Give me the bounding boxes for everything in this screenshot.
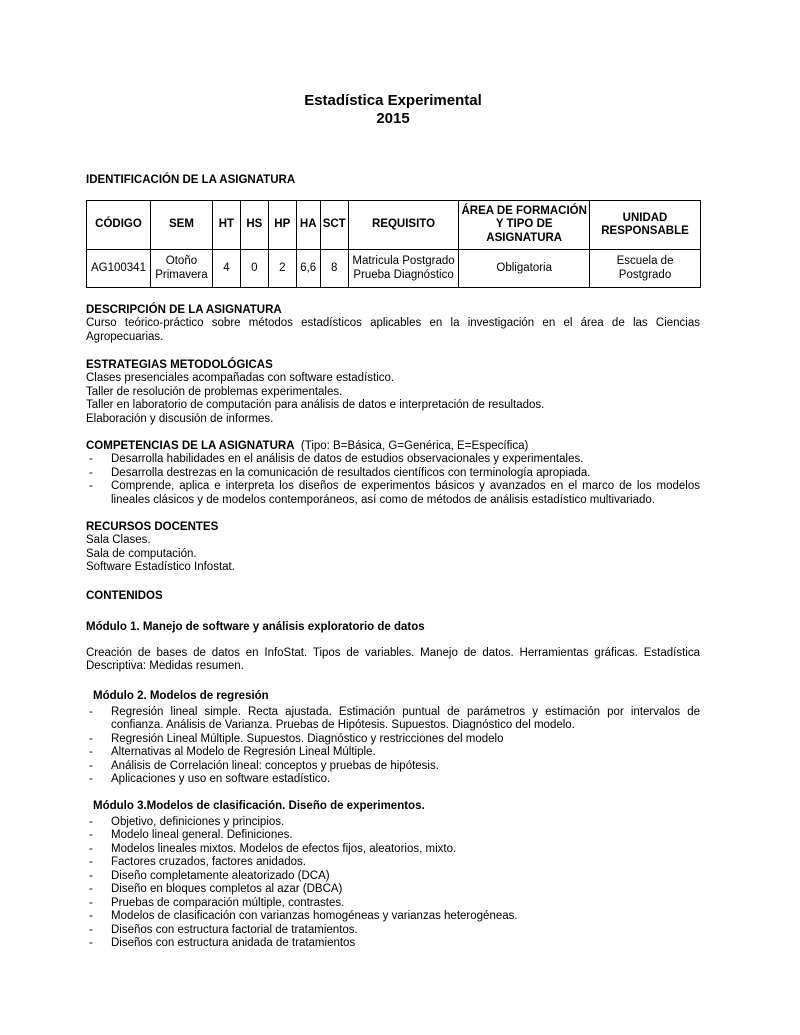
estrategias-line: Elaboración y discusión de informes. [86,412,274,425]
list-item: - Pruebas de comparación múltiple, contrastes. [86,897,700,911]
header-unidad: UNIDAD RESPONSABLE [590,201,701,250]
list-item: - Modelos lineales mixtos. Modelos de efectos fijos, aleatorios, mixto. [86,843,700,857]
document-title [86,92,700,128]
modulo-2-title: Módulo 2. Modelos de regresión [93,689,269,702]
list-item: - Objetivo, definiciones y principios. [86,816,700,830]
cell-sct: 8 [320,250,348,288]
course-year: 2015 [376,110,410,127]
list-item: - Desarrolla habilidades en el análisis de datos de estudios observacionales y experimentales. [86,453,700,467]
contenidos-heading: CONTENIDOS [86,589,163,602]
recursos-heading: RECURSOS DOCENTES [86,521,219,533]
list-item: - Regresión lineal simple. Recta ajustada. Estimación puntual de parámetros y estimación por intervalos de confianza. Análisis de Varianza. Pruebas de Hipótesis. Supuestos. Diagnóstico del modelo. [86,706,700,733]
header-ha: HA [296,201,320,250]
descripcion-text: Curso teórico-práctico sobre métodos estadísticos aplicables en la investigación en el área de las Ciencias Agropecuarias. [86,317,700,343]
header-requisito: REQUISITO [348,201,459,250]
cell-sem-line-2: Primavera [155,268,208,281]
recursos-line: Sala de computación. [86,547,197,560]
cell-codigo: AG100341 [87,250,151,288]
list-item: - Desarrolla destrezas en la comunicación de resultados científicos con terminología apropiada. [86,467,700,481]
competencias-heading-line [86,439,700,453]
list-item: - Comprende, aplica e interpreta los diseños de experimentos básicos y avanzados en el marco de los modelos lineales clásicos y de modelos contemporáneos, así como de métodos de análisis estadístico multivariado. [86,480,700,507]
modulo-1-text: Creación de bases de datos en InfoStat. Tipos de variables. Manejo de datos. Herramientas gráficas. Estadística Descriptiva: Medidas resumen. [86,646,700,672]
list-item: - Diseño completamente aleatorizado (DCA) [86,870,700,884]
list-item: - Análisis de Correlación lineal: conceptos y pruebas de hipótesis. [86,760,700,774]
list-item: - Modelo lineal general. Definiciones. [86,829,700,843]
modulo-1-title: Módulo 1. Manejo de software y análisis exploratorio de datos [86,620,425,633]
estrategias-line: Clases presenciales acompañadas con software estadístico. [86,372,395,384]
ident-table [86,200,701,288]
document-page [86,0,700,951]
estrategias-line: Taller de resolución de problemas experimentales. [86,385,343,398]
cell-hp: 2 [268,250,296,288]
descripcion-heading: DESCRIPCIÓN DE LA ASIGNATURA [86,304,282,316]
list-item: - Alternativas al Modelo de Regresión Lineal Múltiple. [86,746,700,760]
cell-ha: 6,6 [296,250,320,288]
header-hs: HS [240,201,268,250]
ident-heading: IDENTIFICACIÓN DE LA ASIGNATURA [86,174,296,186]
cell-ht: 4 [212,250,240,288]
header-codigo: CÓDIGO [87,201,151,250]
list-item: - Regresión Lineal Múltiple. Supuestos. Diagnóstico y restricciones del modelo [86,733,700,747]
header-hp: HP [268,201,296,250]
cell-unidad [590,250,701,288]
header-sct: SCT [320,201,348,250]
header-area: ÁREA DE FORMACIÓN Y TIPO DE ASIGNATURA [459,201,590,250]
competencias-tipo: (Tipo: B=Básica, G=Genérica, E=Específica) [300,440,529,452]
header-ht: HT [212,201,240,250]
course-title: Estadística Experimental [304,92,482,109]
list-item: - Factores cruzados, factores anidados. [86,856,700,870]
modulo-3-list [86,816,700,951]
cell-requisito-line-2: Prueba Diagnóstico [353,268,454,281]
list-item: - Aplicaciones y uso en software estadístico. [86,773,700,787]
ident-header-row [87,201,701,250]
header-sem: SEM [150,201,212,250]
cell-area: Obligatoria [459,250,590,288]
cell-requisito [348,250,459,288]
modulo-3-title: Módulo 3.Modelos de clasificación. Diseño de experimentos. [93,799,425,812]
cell-hs: 0 [240,250,268,288]
modulo-2-list [86,706,700,787]
list-item: - Diseño en bloques completos al azar (DBCA) [86,883,700,897]
ident-data-row [87,250,701,288]
list-item: - Diseños con estructura factorial de tratamientos. [86,924,700,938]
recursos-line: Sala Clases. [86,534,151,546]
cell-sem [150,250,212,288]
estrategias-heading: ESTRATEGIAS METODOLÓGICAS [86,359,273,371]
list-item: - Diseños con estructura anidada de tratamientos [86,937,700,951]
recursos-line: Software Estadístico Infostat. [86,561,235,573]
cell-unidad-line-2: Postgrado [618,268,672,281]
cell-unidad-line-1: Escuela de [616,255,674,267]
competencias-heading: COMPETENCIAS DE LA ASIGNATURA [86,440,295,452]
list-item: - Modelos de clasificación con varianzas homogéneas y varianzas heterogéneas. [86,910,700,924]
cell-sem-line-1: Otoño [165,255,198,267]
estrategias-line: Taller en laboratorio de computación para análisis de datos e interpretación de resultados. [86,399,545,411]
competencias-list [86,453,700,507]
cell-requisito-line-1: Matricula Postgrado [352,255,455,267]
